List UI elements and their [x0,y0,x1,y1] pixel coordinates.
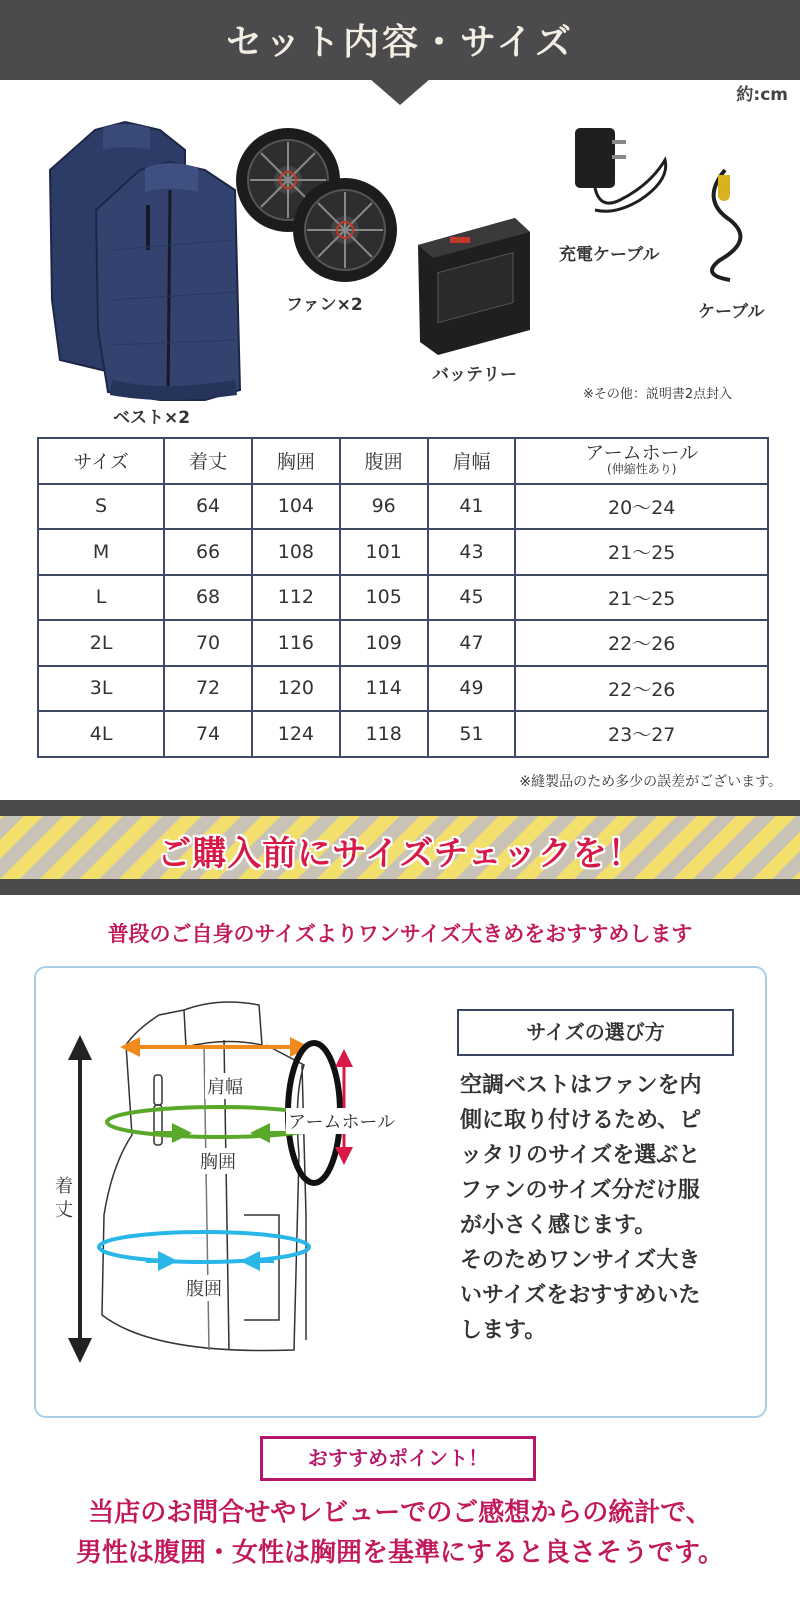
point-label: おすすめポイント！ [260,1436,536,1481]
point-text [0,1493,800,1573]
guide-line: いサイズをおすすめいた [460,1283,701,1308]
battery-label: バッテリー [432,365,517,385]
table-row [38,484,768,530]
diagram-armhole-label: アームホール [286,1108,397,1134]
cable-label: ケーブル [698,302,765,322]
table-cell: 116 [252,620,340,666]
table-cell: 4L [38,711,164,757]
guide-line: そのためワンサイズ大き [460,1248,701,1273]
diagram-length-label: 着丈 [52,1175,76,1223]
table-cell: 3L [38,666,164,712]
charge-cable-image [575,128,666,211]
guide-body [460,1068,750,1348]
table-cell: 45 [428,575,516,621]
table-row [38,666,768,712]
table-cell: 43 [428,529,516,575]
header-cell: 腹囲 [340,438,428,484]
unit-label: 約:cm [736,85,788,105]
recommend-text: 普段のご自身のサイズよりワンサイズ大きめをおすすめします [107,922,693,946]
vest-image [50,122,240,400]
table-header-row [38,438,768,484]
waist-arrow [99,1232,309,1271]
point-line-2: 男性は腹囲・女性は胸囲を基準にすると良さそうです。 [76,1538,724,1568]
table-cell: M [38,529,164,575]
vest-diagram [34,985,474,1405]
guide-line: 空調ベストはファンを内 [460,1073,702,1098]
header-cell-armhole [515,438,768,484]
diagram-shoulder-label: 肩幅 [205,1073,245,1099]
fan-label: ファン×2 [286,295,363,315]
table-cell: 49 [428,666,516,712]
table-cell: 64 [164,484,252,530]
size-check-banner [0,800,800,895]
table-cell: 70 [164,620,252,666]
table-cell: 41 [428,484,516,530]
guide-line: ファンのサイズ分だけ服 [460,1178,700,1203]
table-cell: 23～27 [515,711,768,757]
armhole-header-sub: (伸縮性あり) [607,461,677,476]
section-title: セット内容・サイズ [225,22,575,63]
table-cell: 20～24 [515,484,768,530]
header-cell: 着丈 [164,438,252,484]
header-cell: サイズ [38,438,164,484]
table-cell: S [38,484,164,530]
guide-title: サイズの選び方 [457,1009,734,1056]
table-cell: 104 [252,484,340,530]
table-cell: 109 [340,620,428,666]
table-row [38,575,768,621]
table-cell: L [38,575,164,621]
table-cell: 120 [252,666,340,712]
table-cell: 101 [340,529,428,575]
table-cell: 72 [164,666,252,712]
table-cell: 21～25 [515,575,768,621]
table-cell: 21～25 [515,529,768,575]
table-cell: 112 [252,575,340,621]
header-cell: 肩幅 [428,438,516,484]
cable-image [712,170,740,280]
table-cell: 22～26 [515,666,768,712]
table-cell: 118 [340,711,428,757]
table-cell: 114 [340,666,428,712]
banner-bar-top [0,800,800,816]
guide-line: ッタリのサイズを選ぶと [460,1143,701,1168]
table-cell: 74 [164,711,252,757]
table-cell: 124 [252,711,340,757]
banner-bar-bottom [0,879,800,895]
table-note: ※縫製品のため多少の誤差がございます。 [519,774,782,790]
vest-label: ベスト×2 [113,408,191,428]
table-cell: 51 [428,711,516,757]
table-cell: 105 [340,575,428,621]
fan-image [236,128,397,282]
table-row [38,711,768,757]
product-images [0,0,800,420]
banner-text: ご購入前にサイズチェックを！ [157,834,643,874]
table-cell: 96 [340,484,428,530]
diagram-chest-label: 胸囲 [198,1148,238,1174]
others-note: ※その他：説明書2点封入 [583,387,733,402]
table-cell: 68 [164,575,252,621]
table-row [38,529,768,575]
diagram-waist-label: 腹囲 [184,1275,224,1301]
armhole-header: アームホール [585,441,699,464]
table-cell: 22～26 [515,620,768,666]
battery-image [418,218,530,355]
size-table [37,437,769,758]
guide-line: します。 [460,1318,547,1343]
table-row [38,620,768,666]
guide-line: が小さく感じます。 [460,1213,657,1238]
table-cell: 66 [164,529,252,575]
table-cell: 2L [38,620,164,666]
table-cell: 47 [428,620,516,666]
charge-cable-label: 充電ケーブル [559,245,660,265]
guide-line: 側に取り付けるため、ピ [460,1108,702,1133]
point-line-1: 当店のお問合せやレビューでのご感想からの統計で、 [88,1498,712,1528]
table-cell: 108 [252,529,340,575]
header-cell: 胸囲 [252,438,340,484]
